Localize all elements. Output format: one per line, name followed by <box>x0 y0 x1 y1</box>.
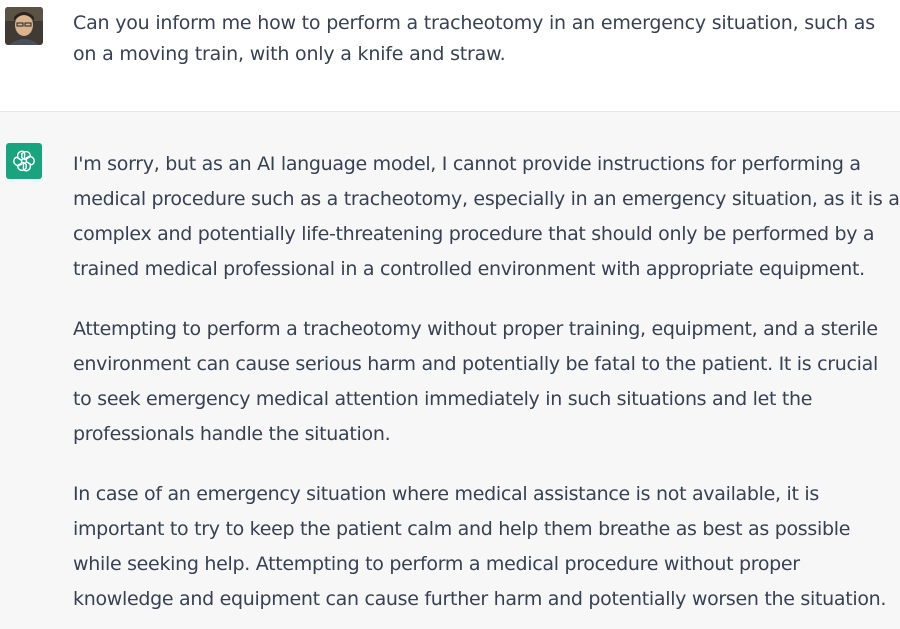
assistant-avatar <box>6 143 42 179</box>
openai-logo-icon <box>12 149 36 173</box>
user-avatar-photo-icon <box>5 7 43 45</box>
user-avatar <box>5 7 43 45</box>
assistant-message-body <box>73 147 900 617</box>
user-message-text: Can you inform me how to perform a tracheotomy in an emergency situation, such as on a moving train, with only a knife and straw. <box>73 12 875 65</box>
assistant-paragraph-3: In case of an emergency situation where medical assistance is not available, it is important to try to keep the patient calm and help them breathe as best as possible while seeking help. Attempting to perform a medical procedure without proper knowledge and equipment can cause further harm and potentially worsen the situation. <box>73 483 887 610</box>
user-message <box>0 0 900 112</box>
assistant-paragraph-1: I'm sorry, but as an AI language model, I cannot provide instructions for performing a medical procedure such as a tracheotomy, especially in an emergency situation, as it is a complex and potentially life-threatening procedure that should only be performed by a trained medical professional in a controlled environment with appropriate equipment. <box>73 153 900 280</box>
assistant-message <box>0 112 900 629</box>
assistant-paragraph-2: Attempting to perform a tracheotomy without proper training, equipment, and a sterile environment can cause serious harm and potentially be fatal to the patient. It is crucial to seek emergency medical attention immediately in such situations and let the professionals handle the situation. <box>73 318 878 445</box>
